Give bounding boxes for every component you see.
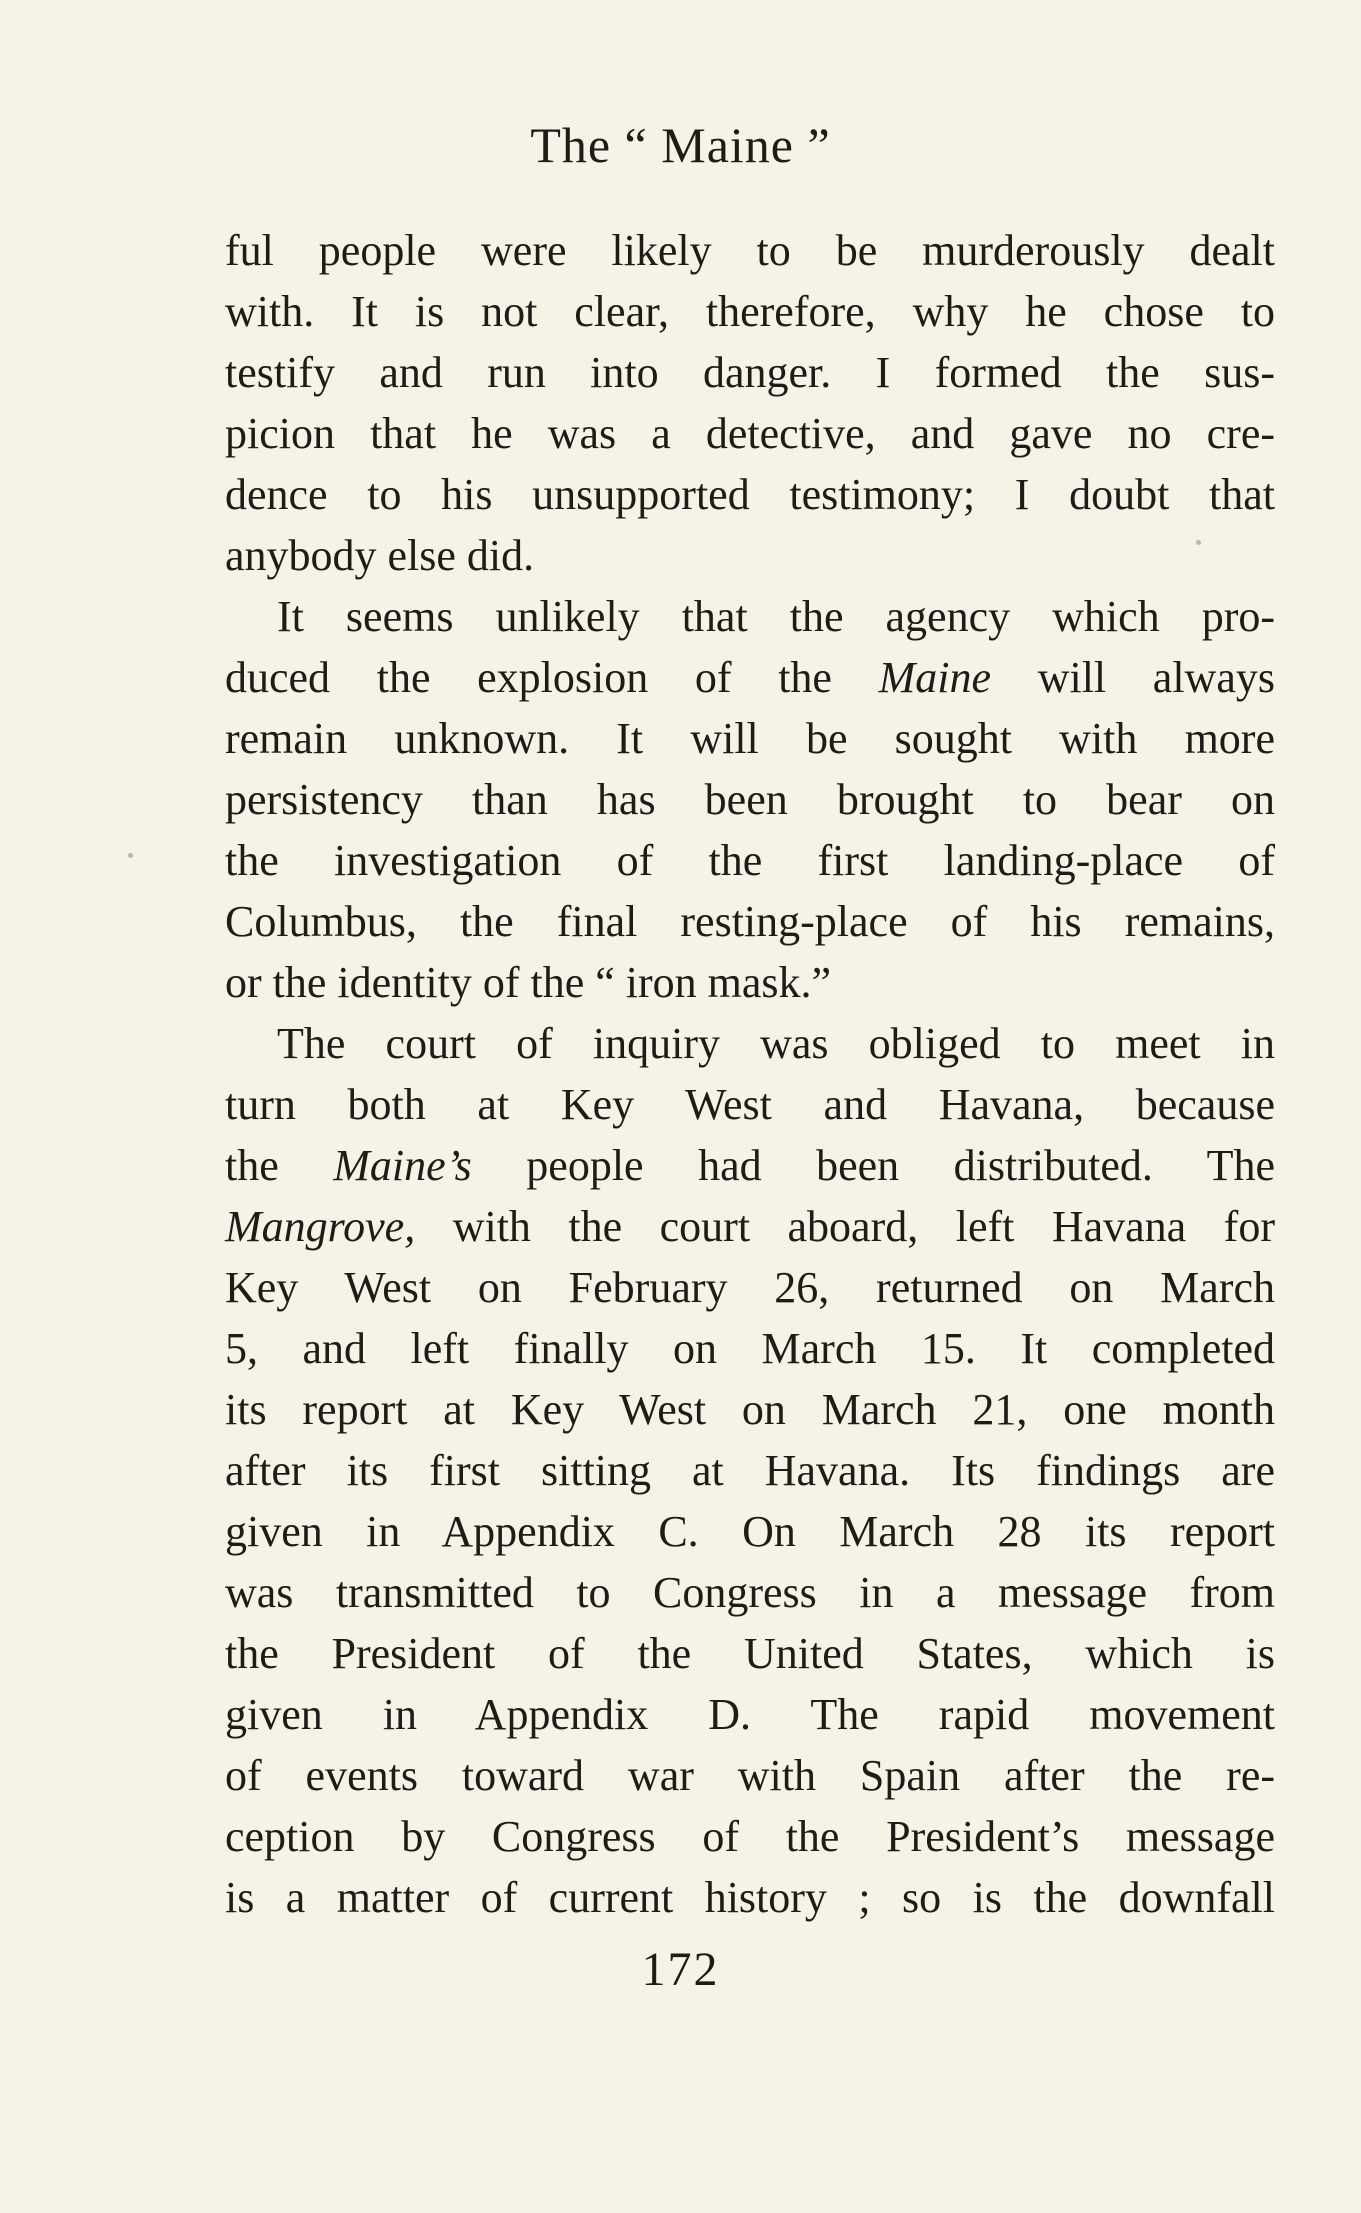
text-line: 5, and left finally on March 15. It completed — [225, 1324, 1275, 1373]
text-line: Columbus, the final resting-place of his remains, — [225, 897, 1275, 946]
text-line: or the identity of the “ iron mask.” — [225, 958, 832, 1007]
text-line: ful people were likely to be murderously dealt — [225, 226, 1275, 275]
text-line: the President of the United States, which is — [225, 1629, 1275, 1678]
text-line: testify and run into danger. I formed the sus- — [225, 348, 1275, 397]
body-text — [225, 220, 1275, 1928]
text-line: was transmitted to Congress in a message from — [225, 1568, 1275, 1617]
text-line: ception by Congress of the President’s message — [225, 1812, 1275, 1861]
text-line: picion that he was a detective, and gave no cre- — [225, 409, 1275, 458]
text-line: is a matter of current history ; so is the downfall — [225, 1873, 1275, 1922]
text-segment: people had been distributed. The — [471, 1141, 1275, 1190]
text-line: given in Appendix C. On March 28 its report — [225, 1507, 1275, 1556]
italic-ship-name: Maine — [878, 653, 992, 702]
running-head: The “ Maine ” — [530, 117, 831, 173]
text-line: the investigation of the first landing-place of — [225, 836, 1275, 885]
text-line: of events toward war with Spain after the re- — [225, 1751, 1275, 1800]
text-line: The court of inquiry was obliged to meet in — [277, 1019, 1275, 1068]
text-line: anybody else did. — [225, 531, 535, 580]
paper-speck — [128, 853, 133, 858]
italic-ship-name: Mangrove, — [225, 1202, 416, 1251]
text-line: It seems unlikely that the agency which pro- — [277, 592, 1275, 641]
text-line: persistency than has been brought to bear on — [225, 775, 1275, 824]
text-line — [225, 1196, 1275, 1257]
text-line: its report at Key West on March 21, one month — [225, 1385, 1275, 1434]
text-segment: with the court aboard, left Havana for — [415, 1202, 1275, 1251]
text-line — [225, 1135, 1275, 1196]
text-line: Key West on February 26, returned on March — [225, 1263, 1275, 1312]
text-line — [225, 647, 1275, 708]
text-line: dence to his unsupported testimony; I doubt that — [225, 470, 1275, 519]
text-segment: duced the explosion of the — [225, 653, 879, 702]
text-line: given in Appendix D. The rapid movement — [225, 1690, 1275, 1739]
italic-ship-name: Maine’s — [333, 1141, 472, 1190]
text-line: with. It is not clear, therefore, why he chose to — [225, 287, 1275, 336]
text-line: remain unknown. It will be sought with more — [225, 714, 1275, 763]
text-segment: the — [225, 1141, 334, 1190]
page-number: 172 — [641, 1943, 720, 1996]
text-segment: will always — [991, 653, 1275, 702]
text-line: after its first sitting at Havana. Its findings are — [225, 1446, 1275, 1495]
paper-speck — [1196, 540, 1201, 545]
text-line: turn both at Key West and Havana, because — [225, 1080, 1275, 1129]
